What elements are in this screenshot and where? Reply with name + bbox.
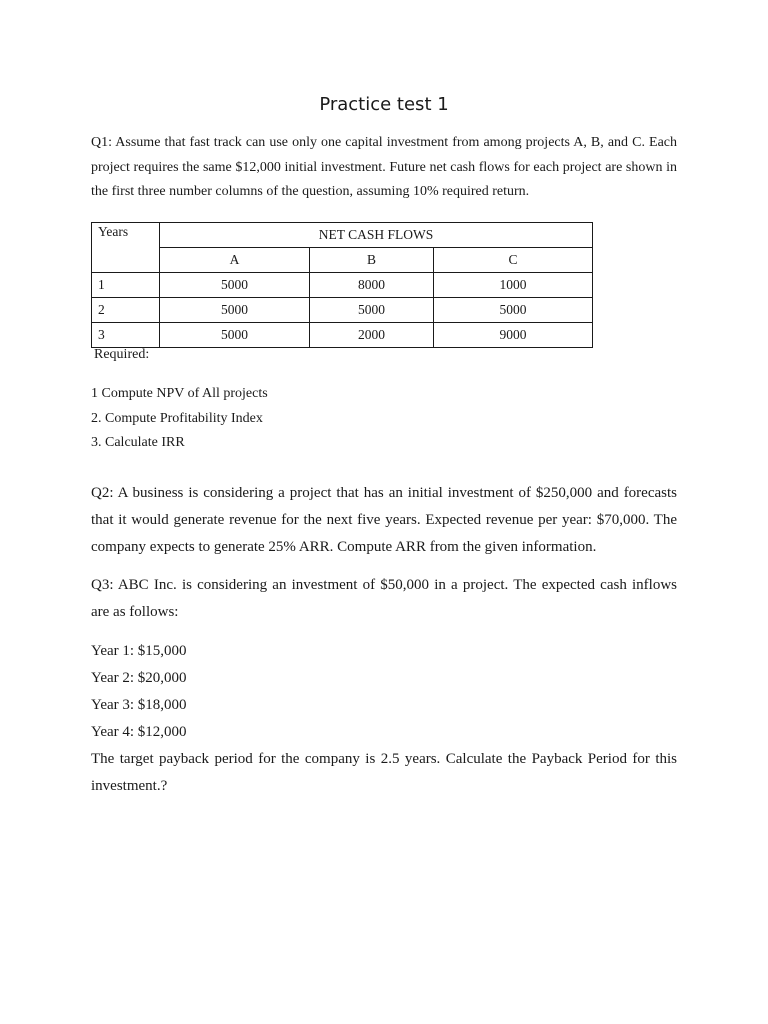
list-item: Year 4: $12,000	[91, 724, 187, 740]
list-item: 1 Compute NPV of All projects	[91, 386, 268, 401]
list-item: Year 1: $15,000	[91, 643, 187, 659]
cash-flow-c: 1000	[434, 273, 593, 298]
net-cash-flows-table	[91, 222, 593, 348]
year-cell: 3	[92, 323, 160, 348]
net-cash-flows-header: NET CASH FLOWS	[160, 223, 593, 248]
cash-flow-c: 9000	[434, 323, 593, 348]
cash-flow-b: 2000	[310, 323, 434, 348]
year-cell: 2	[92, 298, 160, 323]
cash-flow-a: 5000	[160, 323, 310, 348]
cash-inflows-list	[91, 638, 187, 746]
table-row	[92, 273, 593, 298]
list-item: 3. Calculate IRR	[91, 435, 185, 450]
years-header: Years	[92, 223, 160, 273]
column-header-a: A	[160, 248, 310, 273]
payback-target-text: The target payback period for the company is 2.5 years. Calculate the Payback Period for this investment.?	[91, 751, 677, 794]
list-item: Year 3: $18,000	[91, 697, 187, 713]
cash-flow-a: 5000	[160, 298, 310, 323]
required-label: Required:	[94, 347, 150, 362]
cash-flow-a: 5000	[160, 273, 310, 298]
question-1-text: Q1: Assume that fast track can use only one capital investment from among projects A, B, and C. Each project requires the same $12,000 initial investment. Future net cash flows for each project are shown in the first three number columns of the question, assuming 10% required return.	[91, 135, 677, 199]
table-header-row	[92, 223, 593, 248]
table-subheader-row	[92, 248, 593, 273]
table-row	[92, 298, 593, 323]
page-title: Practice test 1	[319, 94, 449, 115]
table-row	[92, 323, 593, 348]
list-item: Year 2: $20,000	[91, 670, 187, 686]
cash-flow-b: 5000	[310, 298, 434, 323]
question-3-text: Q3: ABC Inc. is considering an investment of $50,000 in a project. The expected cash inflows are as follows:	[91, 577, 677, 620]
cash-flow-b: 8000	[310, 273, 434, 298]
required-list	[91, 382, 268, 456]
year-cell: 1	[92, 273, 160, 298]
cash-flow-c: 5000	[434, 298, 593, 323]
column-header-c: C	[434, 248, 593, 273]
question-2-text: Q2: A business is considering a project that has an initial investment of $250,000 and forecasts that it would generate revenue for the next five years. Expected revenue per year: $70,000. The company expects to generate 25% ARR. Compute ARR from the given information.	[91, 485, 677, 555]
list-item: 2. Compute Profitability Index	[91, 410, 263, 426]
column-header-b: B	[310, 248, 434, 273]
